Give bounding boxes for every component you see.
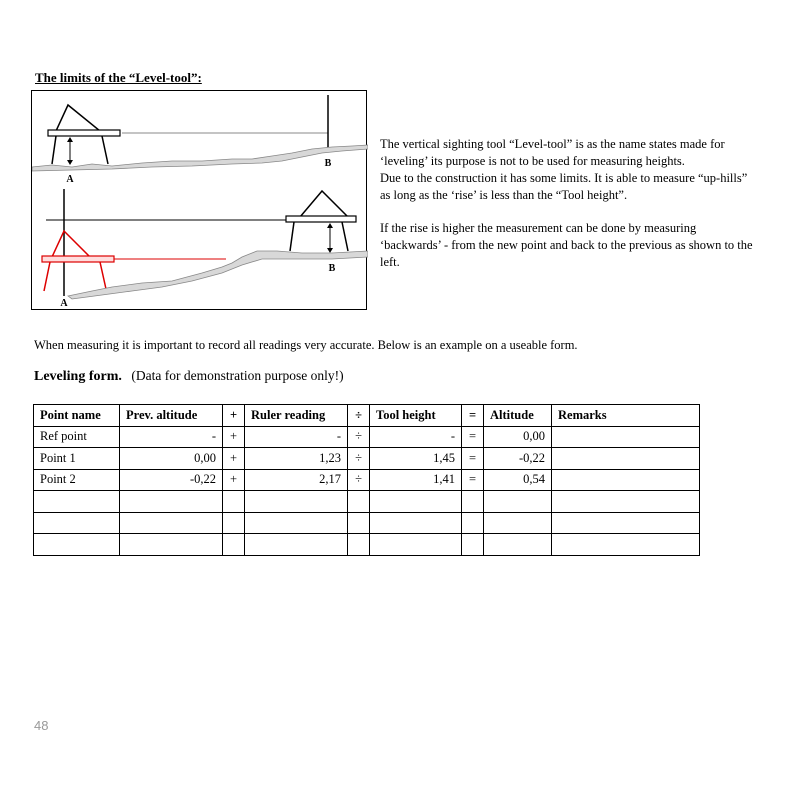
cell-altitude — [484, 491, 552, 513]
header-altitude: Altitude — [484, 405, 552, 427]
cell-altitude — [484, 512, 552, 534]
cell-altitude: 0,00 — [484, 426, 552, 448]
form-note: (Data for demonstration purpose only!) — [131, 368, 344, 383]
header-equals: = — [462, 405, 484, 427]
cell-divide: ÷ — [348, 448, 370, 470]
cell-prev-altitude — [120, 512, 223, 534]
cell-divide: ÷ — [348, 426, 370, 448]
label-a-bottom: A — [60, 298, 68, 309]
cell-remarks — [552, 469, 700, 491]
terrain-top — [32, 145, 368, 171]
red-level-tool-base — [42, 256, 114, 262]
section-title: The limits of the “Level-tool”: — [35, 70, 202, 85]
arrow-head — [67, 160, 73, 165]
cell-prev-altitude — [120, 534, 223, 556]
cell-plus — [223, 491, 245, 513]
intro-text: When measuring it is important to record all readings very accurate. Below is an example on a useable form. — [34, 338, 578, 352]
cell-altitude: -0,22 — [484, 448, 552, 470]
arrow-head — [327, 248, 333, 253]
header-prev-altitude: Prev. altitude — [120, 405, 223, 427]
cell-ruler-reading: 2,17 — [245, 469, 348, 491]
cell-plus — [223, 534, 245, 556]
cell-tool-height: 1,45 — [370, 448, 462, 470]
cell-point-name: Point 1 — [34, 448, 120, 470]
table-row — [34, 426, 700, 448]
cell-tool-height — [370, 512, 462, 534]
description-text — [380, 136, 760, 271]
header-tool-height: Tool height — [370, 405, 462, 427]
cell-point-name — [34, 534, 120, 556]
cell-divide — [348, 491, 370, 513]
cell-tool-height — [370, 534, 462, 556]
cell-equals — [462, 491, 484, 513]
level-tool-diagram — [32, 91, 368, 311]
form-heading — [34, 368, 344, 385]
cell-equals: = — [462, 469, 484, 491]
table-row — [34, 469, 700, 491]
cell-altitude: 0,54 — [484, 469, 552, 491]
arrow-head — [67, 137, 73, 142]
header-point-name: Point name — [34, 405, 120, 427]
level-tool-base-bottom — [286, 216, 356, 222]
cell-remarks — [552, 512, 700, 534]
header-divide: ÷ — [348, 405, 370, 427]
cell-prev-altitude: - — [120, 426, 223, 448]
label-a-top: A — [66, 174, 74, 185]
cell-plus: + — [223, 426, 245, 448]
arrow-head — [327, 223, 333, 228]
cell-tool-height: - — [370, 426, 462, 448]
header-ruler-reading: Ruler reading — [245, 405, 348, 427]
table-header-row — [34, 405, 700, 427]
level-tool-base-top — [48, 130, 120, 136]
cell-remarks — [552, 426, 700, 448]
table-row — [34, 491, 700, 513]
description-paragraph-2: Due to the construction it has some limits. It is able to measure “up-hills” as long as the ‘rise’ is less than the “Tool height”. — [380, 171, 748, 202]
cell-ruler-reading — [245, 534, 348, 556]
cell-altitude — [484, 534, 552, 556]
cell-divide: ÷ — [348, 469, 370, 491]
cell-tool-height: 1,41 — [370, 469, 462, 491]
table-row — [34, 448, 700, 470]
description-paragraph-3: If the rise is higher the measurement can be done by measuring ‘backwards’ - from the new point and back to the previous as shown to the left. — [380, 221, 753, 269]
cell-ruler-reading — [245, 512, 348, 534]
red-tripod-leg — [100, 262, 106, 289]
cell-divide — [348, 512, 370, 534]
cell-equals: = — [462, 448, 484, 470]
red-tripod-leg — [44, 262, 50, 291]
cell-prev-altitude — [120, 491, 223, 513]
cell-prev-altitude: -0,22 — [120, 469, 223, 491]
tripod-leg — [102, 136, 108, 164]
page-number: 48 — [34, 718, 49, 733]
table-row — [34, 512, 700, 534]
level-tool-head-top — [56, 105, 100, 131]
cell-remarks — [552, 534, 700, 556]
level-tool-head-bottom — [300, 191, 348, 217]
cell-divide — [348, 534, 370, 556]
cell-equals — [462, 512, 484, 534]
cell-remarks — [552, 448, 700, 470]
header-remarks: Remarks — [552, 405, 700, 427]
description-paragraph-1: The vertical sighting tool “Level-tool” is as the name states made for ‘leveling’ its purpose is not to be used for measuring heights. — [380, 137, 725, 168]
tripod-leg — [290, 222, 294, 251]
tripod-leg — [342, 222, 348, 251]
cell-ruler-reading: 1,23 — [245, 448, 348, 470]
top-scene — [32, 95, 368, 185]
cell-plus — [223, 512, 245, 534]
level-tool-illustration — [31, 90, 367, 310]
cell-plus: + — [223, 448, 245, 470]
cell-ruler-reading: - — [245, 426, 348, 448]
tripod-leg — [52, 136, 56, 164]
leveling-form-table — [33, 404, 700, 556]
cell-plus: + — [223, 469, 245, 491]
cell-point-name — [34, 512, 120, 534]
header-plus: + — [223, 405, 245, 427]
cell-prev-altitude: 0,00 — [120, 448, 223, 470]
label-b-top: B — [324, 158, 332, 169]
label-b-bottom: B — [328, 263, 336, 274]
cell-ruler-reading — [245, 491, 348, 513]
cell-point-name: Ref point — [34, 426, 120, 448]
bottom-scene — [42, 189, 368, 309]
cell-point-name — [34, 491, 120, 513]
cell-equals: = — [462, 426, 484, 448]
form-title: Leveling form. — [34, 369, 122, 384]
cell-tool-height — [370, 491, 462, 513]
red-level-tool-head — [52, 231, 90, 257]
cell-point-name: Point 2 — [34, 469, 120, 491]
cell-equals — [462, 534, 484, 556]
cell-remarks — [552, 491, 700, 513]
table-row — [34, 534, 700, 556]
